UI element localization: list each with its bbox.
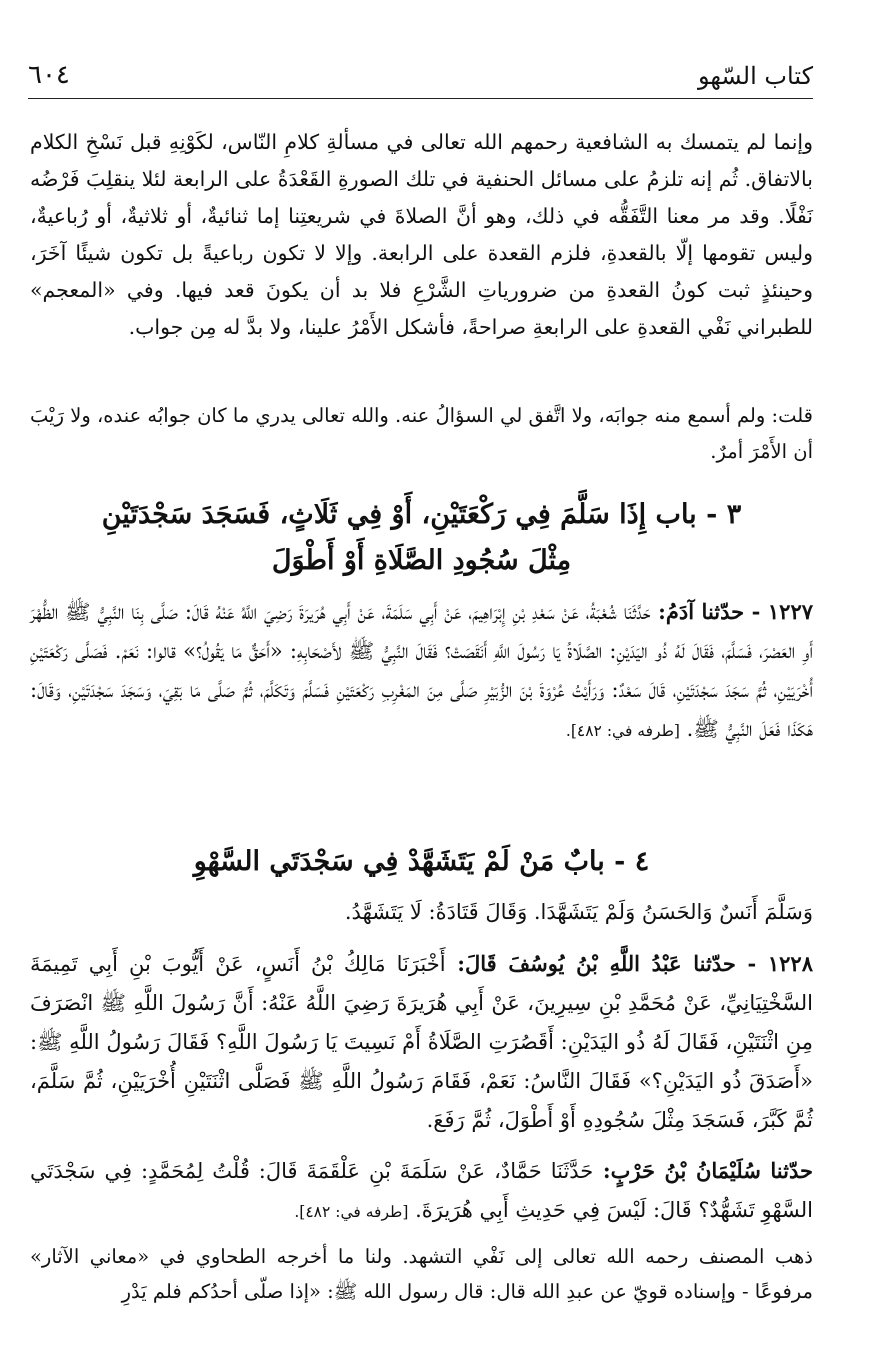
hadith-sanad: - حدّثنا آدَمُ: — [650, 599, 768, 624]
hadith-number: ١٢٢٧ — [767, 599, 814, 624]
hadith-text: حَدَّثَنَا شُعْبَةُ، عَنْ سَعْدِ بْنِ إِبْرَاهِيمَ، عَنْ أَبِي سَلَمَةَ، عَنْ أَبِي هُرَيرَةَ رَضِيَ اللَّهُ عَنْهُ قَالَ: صَلَّى بِنَا النَّبِيُّ ﷺ الظُّهْرَ أَوِ العَصْرَ، فَسَلَّمَ، فَقَالَ لَهُ ذُو اليَدَيْنِ: الصَّلَاةُ يَا رَسُولَ اللَّهِ أَنَقَصَتْ؟ فَقَالَ النَّبِيُّ ﷺ لأَصْحَابِهِ: «أَحَقٌّ مَا يَقُولُ؟» قالوا: نَعَمْ. فَصَلَّى رَكْعَتَيْنِ أُخْرَيَيْنِ، ثُمَّ سَجَدَ سَجْدَتَيْنِ، قَالَ سَعْدٌ: وَرَأَيْتُ عُرْوَةَ بْنَ الزُّبَيْرِ صَلَّى مِنَ المَغْرِبِ رَكْعَتَيْنِ فَسَلَّمَ وَتَكَلَّمَ، ثُمَّ صَلَّى مَا بَقِيَ، وَسَجَدَ سَجْدَتَيْنِ، وَقَالَ: هَكَذَا فَعَلَ النَّبِيُّ ﷺ. — [30, 600, 813, 741]
chapter-heading-3-line2: مِثْلَ سُجُودِ الصَّلَاةِ أَوْ أَطْوَلَ — [271, 545, 572, 576]
chapter-heading-3-line1: ٣ - باب إِذَا سَلَّمَ فِي رَكْعَتَيْنِ، أَوْ فِي ثَلَاثٍ، فَسَجَدَ سَجْدَتَيْنِ — [101, 499, 742, 530]
book-title: كتاب السّهو — [697, 62, 813, 90]
hadith-sanad: - حدّثنا عَبْدُ اللَّهِ بْنُ يُوسُفَ قَالَ: — [445, 951, 768, 976]
hadith-sanad: حدّثنا سُلَيْمَانُ بْنُ حَرْبٍ: — [593, 1158, 813, 1183]
running-header — [28, 58, 813, 99]
hadith-text: حَدَّثَنَا حَمَّادٌ، عَنْ سَلَمَةَ بْنِ عَلْقَمَةَ قَالَ: قُلْتُ لِمُحَمَّدٍ: فِي سَجْدَتَي السَّهْوِ تَشَهُّدٌ؟ قَالَ: لَيْسَ فِي حَدِيثِ أَبِي هُرَيرَةَ. — [30, 1159, 813, 1222]
chapter-heading-4: ٤ - بابٌ مَنْ لَمْ يَتَشَهَّدْ فِي سَجْدَتَي السَّهْوِ — [193, 846, 650, 877]
chapter-heading-3 — [30, 492, 813, 584]
hadith-1227 — [30, 592, 813, 751]
tarf-reference: [طرفه في: ٤٨٢]. — [294, 1203, 409, 1221]
footnote-paragraph: ذهب المصنف رحمه الله تعالى إلى نَفْي التشهد. ولنا ما أخرجه الطحاوي في «معاني الآثار» مرفوعًا - وإسناده قويّ عن عبدِ الله قال: قال رسول الله ﷺ: «إذا صلّى أحدُكم فلم يَدْرِ — [30, 1245, 813, 1303]
hadith-text: أَخْبَرَنَا مَالِكُ بْنُ أَنَسٍ، عَنْ أَيُّوبَ بْنِ أَبِي تَمِيمَةَ السَّخْتِيَانِيِّ، عَنْ مُحَمَّدِ بْنِ سِيرِينَ، عَنْ أَبِي هُرَيرَةَ رَضِيَ اللَّهُ عَنْهُ: أَنَّ رَسُولَ اللَّهِ ﷺ انْصَرَفَ مِنِ اثْنَتَيْنِ، فَقَالَ لَهُ ذُو اليَدَيْنِ: أَقَصُرَتِ الصَّلَاةُ أَمْ نَسِيتَ يَا رَسُولَ اللَّهِ؟ فَقَالَ رَسُولُ اللَّهِ ﷺ: «أَصَدَقَ ذُو اليَدَيْنِ؟» فَقَالَ النَّاسُ: نَعَمْ، فَقَامَ رَسُولُ اللَّهِ ﷺ فَصَلَّى اثْنَتَيْنِ أُخْرَيَيْنِ، ثُمَّ سَلَّمَ، ثُمَّ كَبَّرَ، فَسَجَدَ مِثْلَ سُجُودِهِ أَوْ أَطْوَلَ، ثُمَّ رَفَعَ. — [30, 952, 813, 1132]
commentary-paragraph: وإنما لم يتمسك به الشافعية رحمهم الله تعالى في مسألةِ كلامِ النّاس، لكَوْنِهِ قبل نَسْخِ الكلام بالاتفاق. ثُم إنه تلزمُ على مسائل الحنفية في تلك الصورةِ القَعْدَةُ على الرابعة لئلا ينقلِبَ فَرْضُه نَفْلًا. وقد مر معنا التَّفَقُّه في ذلك، وهو أنَّ الصلاةَ في شريعتِنا إما ثنائيةٌ، أو ثلاثيةٌ، أو رُباعيةٌ، وليس تقومها إلّا بالقعدةِ، فلزم القعدة على الرابعة. وإلا لا تكون رباعيةً بل تكون شيئًا آخَرَ، وحينئذٍ ثبت كونُ القعدةِ من ضرورياتِ الشَّرْعِ فلا بد أن يكونَ قعد فيها. وفي «المعجم» للطبراني نَفْي القعدةِ على الرابعةِ صراحةً، فأشكل الأَمْرُ علينا، ولا بدَّ له مِن جواب. — [30, 130, 813, 339]
hadith-1228 — [30, 944, 813, 1140]
hadith-sulayman — [30, 1151, 813, 1232]
page-number: ٦٠٤ — [28, 60, 70, 90]
qawl-paragraph: قلت: ولم أسمع منه جوابَه، ولا اتَّفق لي السؤالُ عنه. والله تعالى يدري ما كان جوابُه عنده، ولا رَيْبَ أن الأَمْرَ أمرٌ. — [30, 404, 813, 463]
hadith-number: ١٢٢٨ — [767, 951, 813, 976]
tarf-reference: [طرفه في: ٤٨٢]. — [565, 722, 680, 740]
ta3liq-paragraph: وَسَلَّمَ أَنَسٌ وَالحَسَنُ وَلَمْ يَتَشَهَّدَا. وَقَالَ قَتَادَةُ: لَا يَتَشَهَّدُ. — [344, 900, 813, 924]
